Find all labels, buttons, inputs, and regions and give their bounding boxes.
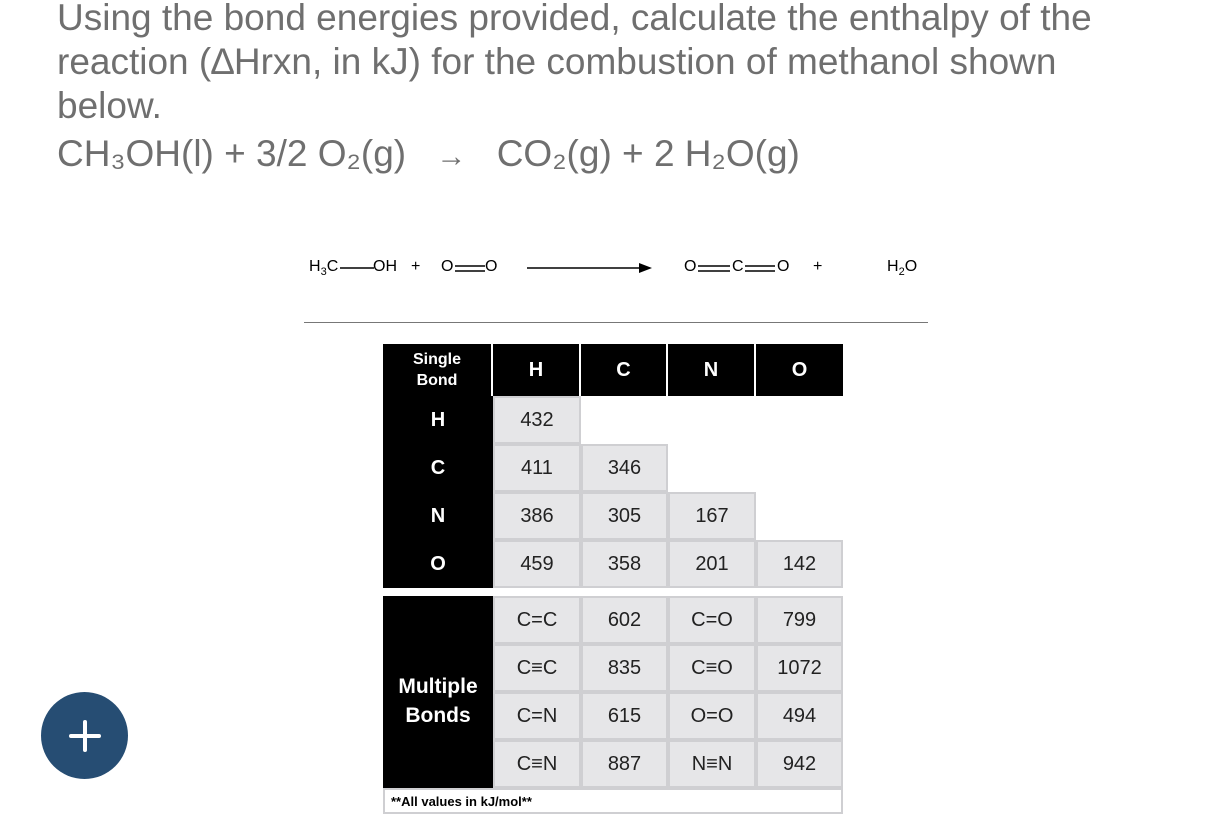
bond-c-double-c: C=C bbox=[493, 596, 581, 644]
chemical-equation bbox=[57, 132, 800, 179]
bond-o-double-o: O=O bbox=[668, 692, 756, 740]
value-n-triple-n: 942 bbox=[756, 740, 843, 788]
value-o-h: 459 bbox=[493, 540, 581, 588]
multiple-bonds-label: Multiple Bonds bbox=[383, 596, 493, 788]
column-header-o: O bbox=[756, 344, 843, 396]
row-header-h: H bbox=[383, 396, 493, 444]
divider-line bbox=[304, 322, 928, 323]
co2-double-bond-1 bbox=[698, 263, 730, 273]
value-c-triple-n: 887 bbox=[581, 740, 668, 788]
column-header-c: C bbox=[581, 344, 668, 396]
question-line-2: reaction (∆Hrxn, in kJ) for the combustion of methanol shown bbox=[57, 41, 1057, 82]
double-bond-line bbox=[455, 263, 485, 273]
value-c-h: 411 bbox=[493, 444, 581, 492]
co2-oxygen-1: O bbox=[684, 258, 697, 275]
bond-c-triple-o: C≡O bbox=[668, 644, 756, 692]
value-c-triple-c: 835 bbox=[581, 644, 668, 692]
plus-icon bbox=[67, 718, 103, 754]
column-header-h: H bbox=[493, 344, 581, 396]
equation-products: CO₂(g) + 2 H₂O(g) bbox=[496, 133, 800, 174]
add-button[interactable] bbox=[41, 692, 128, 779]
value-c-double-n: 615 bbox=[581, 692, 668, 740]
bond-c-triple-n: C≡N bbox=[493, 740, 581, 788]
oxygen-atom-right: O bbox=[485, 258, 498, 275]
bond-c-double-o: C=O bbox=[668, 596, 756, 644]
reaction-arrow-icon bbox=[527, 262, 652, 274]
units-footnote: **All values in kJ/mol** bbox=[383, 788, 843, 814]
row-header-n: N bbox=[383, 492, 493, 540]
column-header-n: N bbox=[668, 344, 756, 396]
single-bond-corner: Single Bond bbox=[383, 344, 493, 396]
methanol-structure: $H_3C$ bbox=[309, 258, 339, 279]
value-c-double-o: 799 bbox=[756, 596, 843, 644]
value-o-c: 358 bbox=[581, 540, 668, 588]
question-text bbox=[57, 0, 1167, 128]
hydroxyl-label: OH bbox=[373, 258, 397, 275]
value-n-n: 167 bbox=[668, 492, 756, 540]
value-c-triple-o: 1072 bbox=[756, 644, 843, 692]
bond-c-double-n: C=N bbox=[493, 692, 581, 740]
single-bond-line bbox=[340, 266, 374, 270]
plus-sign-1: + bbox=[411, 258, 421, 275]
water-formula: $H_2O$ bbox=[887, 258, 918, 279]
question-line-1: Using the bond energies provided, calculate the enthalpy of the bbox=[57, 0, 1092, 38]
value-n-c: 305 bbox=[581, 492, 668, 540]
value-o-double-o: 494 bbox=[756, 692, 843, 740]
value-c-c: 346 bbox=[581, 444, 668, 492]
plus-sign-2: + bbox=[813, 258, 823, 275]
co2-carbon: C bbox=[732, 258, 744, 275]
equation-reactants: CH₃OH(l) + 3/2 O₂(g) bbox=[57, 133, 407, 174]
equation-arrow: → bbox=[436, 140, 467, 173]
bond-n-triple-n: N≡N bbox=[668, 740, 756, 788]
row-header-c: C bbox=[383, 444, 493, 492]
co2-oxygen-2: O bbox=[777, 258, 790, 275]
value-n-h: 386 bbox=[493, 492, 581, 540]
value-o-n: 201 bbox=[668, 540, 756, 588]
value-o-o: 142 bbox=[756, 540, 843, 588]
oxygen-atom-left: O bbox=[441, 258, 454, 275]
row-header-o: O bbox=[383, 540, 493, 588]
bond-c-triple-c: C≡C bbox=[493, 644, 581, 692]
value-h-h: 432 bbox=[493, 396, 581, 444]
value-c-double-c: 602 bbox=[581, 596, 668, 644]
co2-double-bond-2 bbox=[745, 263, 775, 273]
question-line-3: below. bbox=[57, 85, 162, 126]
